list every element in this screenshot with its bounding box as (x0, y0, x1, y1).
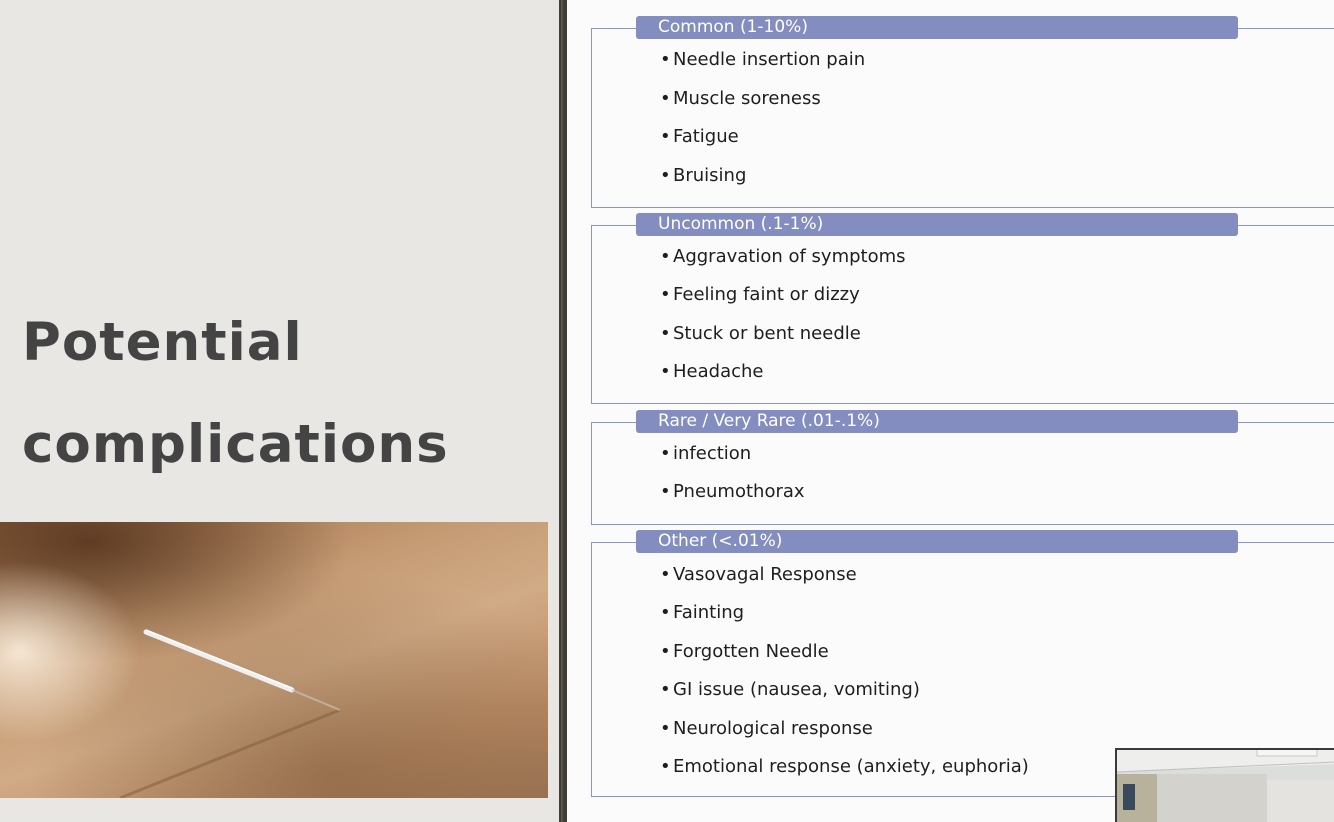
bullet-icon: • (660, 165, 671, 186)
bullet-icon: • (660, 246, 671, 267)
group-header-uncommon: Uncommon (.1-1%) (636, 213, 1238, 236)
list-item: • infection (660, 443, 752, 464)
group-header-common: Common (1-10%) (636, 16, 1238, 39)
list-item: • Aggravation of symptoms (660, 246, 906, 267)
list-item: • Needle insertion pain (660, 49, 866, 70)
acupuncture-needle-photo (0, 522, 548, 798)
list-item: • Forgotten Needle (660, 641, 829, 662)
bullet-icon: • (660, 88, 671, 109)
slide-divider (559, 0, 567, 822)
bullet-icon: • (660, 284, 671, 305)
bullet-icon: • (660, 564, 671, 585)
bullet-icon: • (660, 602, 671, 623)
bullet-icon: • (660, 756, 671, 777)
list-item: • Feeling faint or dizzy (660, 284, 860, 305)
list-item: • Emotional response (anxiety, euphoria) (660, 756, 1029, 777)
list-item: • Muscle soreness (660, 88, 821, 109)
list-item: • Bruising (660, 165, 747, 186)
list-item: • Fainting (660, 602, 745, 623)
group-header-other: Other (<.01%) (636, 530, 1238, 553)
list-item: • GI issue (nausea, vomiting) (660, 679, 920, 700)
bullet-icon: • (660, 323, 671, 344)
list-item: • Pneumothorax (660, 481, 805, 502)
group-rare (591, 422, 1334, 525)
slide-left-panel (0, 0, 559, 822)
slide-title-line-1: Potential (22, 312, 303, 373)
bullet-icon: • (660, 443, 671, 464)
bullet-icon: • (660, 126, 671, 147)
group-header-rare: Rare / Very Rare (.01-.1%) (636, 410, 1238, 433)
bullet-icon: • (660, 361, 671, 382)
bullet-icon: • (660, 481, 671, 502)
list-item: • Headache (660, 361, 764, 382)
webcam-room-view (1117, 750, 1334, 822)
list-item: • Fatigue (660, 126, 739, 147)
list-item: • Vasovagal Response (660, 564, 857, 585)
bullet-icon: • (660, 718, 671, 739)
webcam-video-inset[interactable] (1115, 748, 1334, 822)
bullet-icon: • (660, 641, 671, 662)
slide-title-line-2: complications (22, 414, 449, 475)
bullet-icon: • (660, 679, 671, 700)
list-item: • Stuck or bent needle (660, 323, 861, 344)
needle-illustration (0, 522, 548, 798)
list-item: • Neurological response (660, 718, 873, 739)
bullet-icon: • (660, 49, 671, 70)
